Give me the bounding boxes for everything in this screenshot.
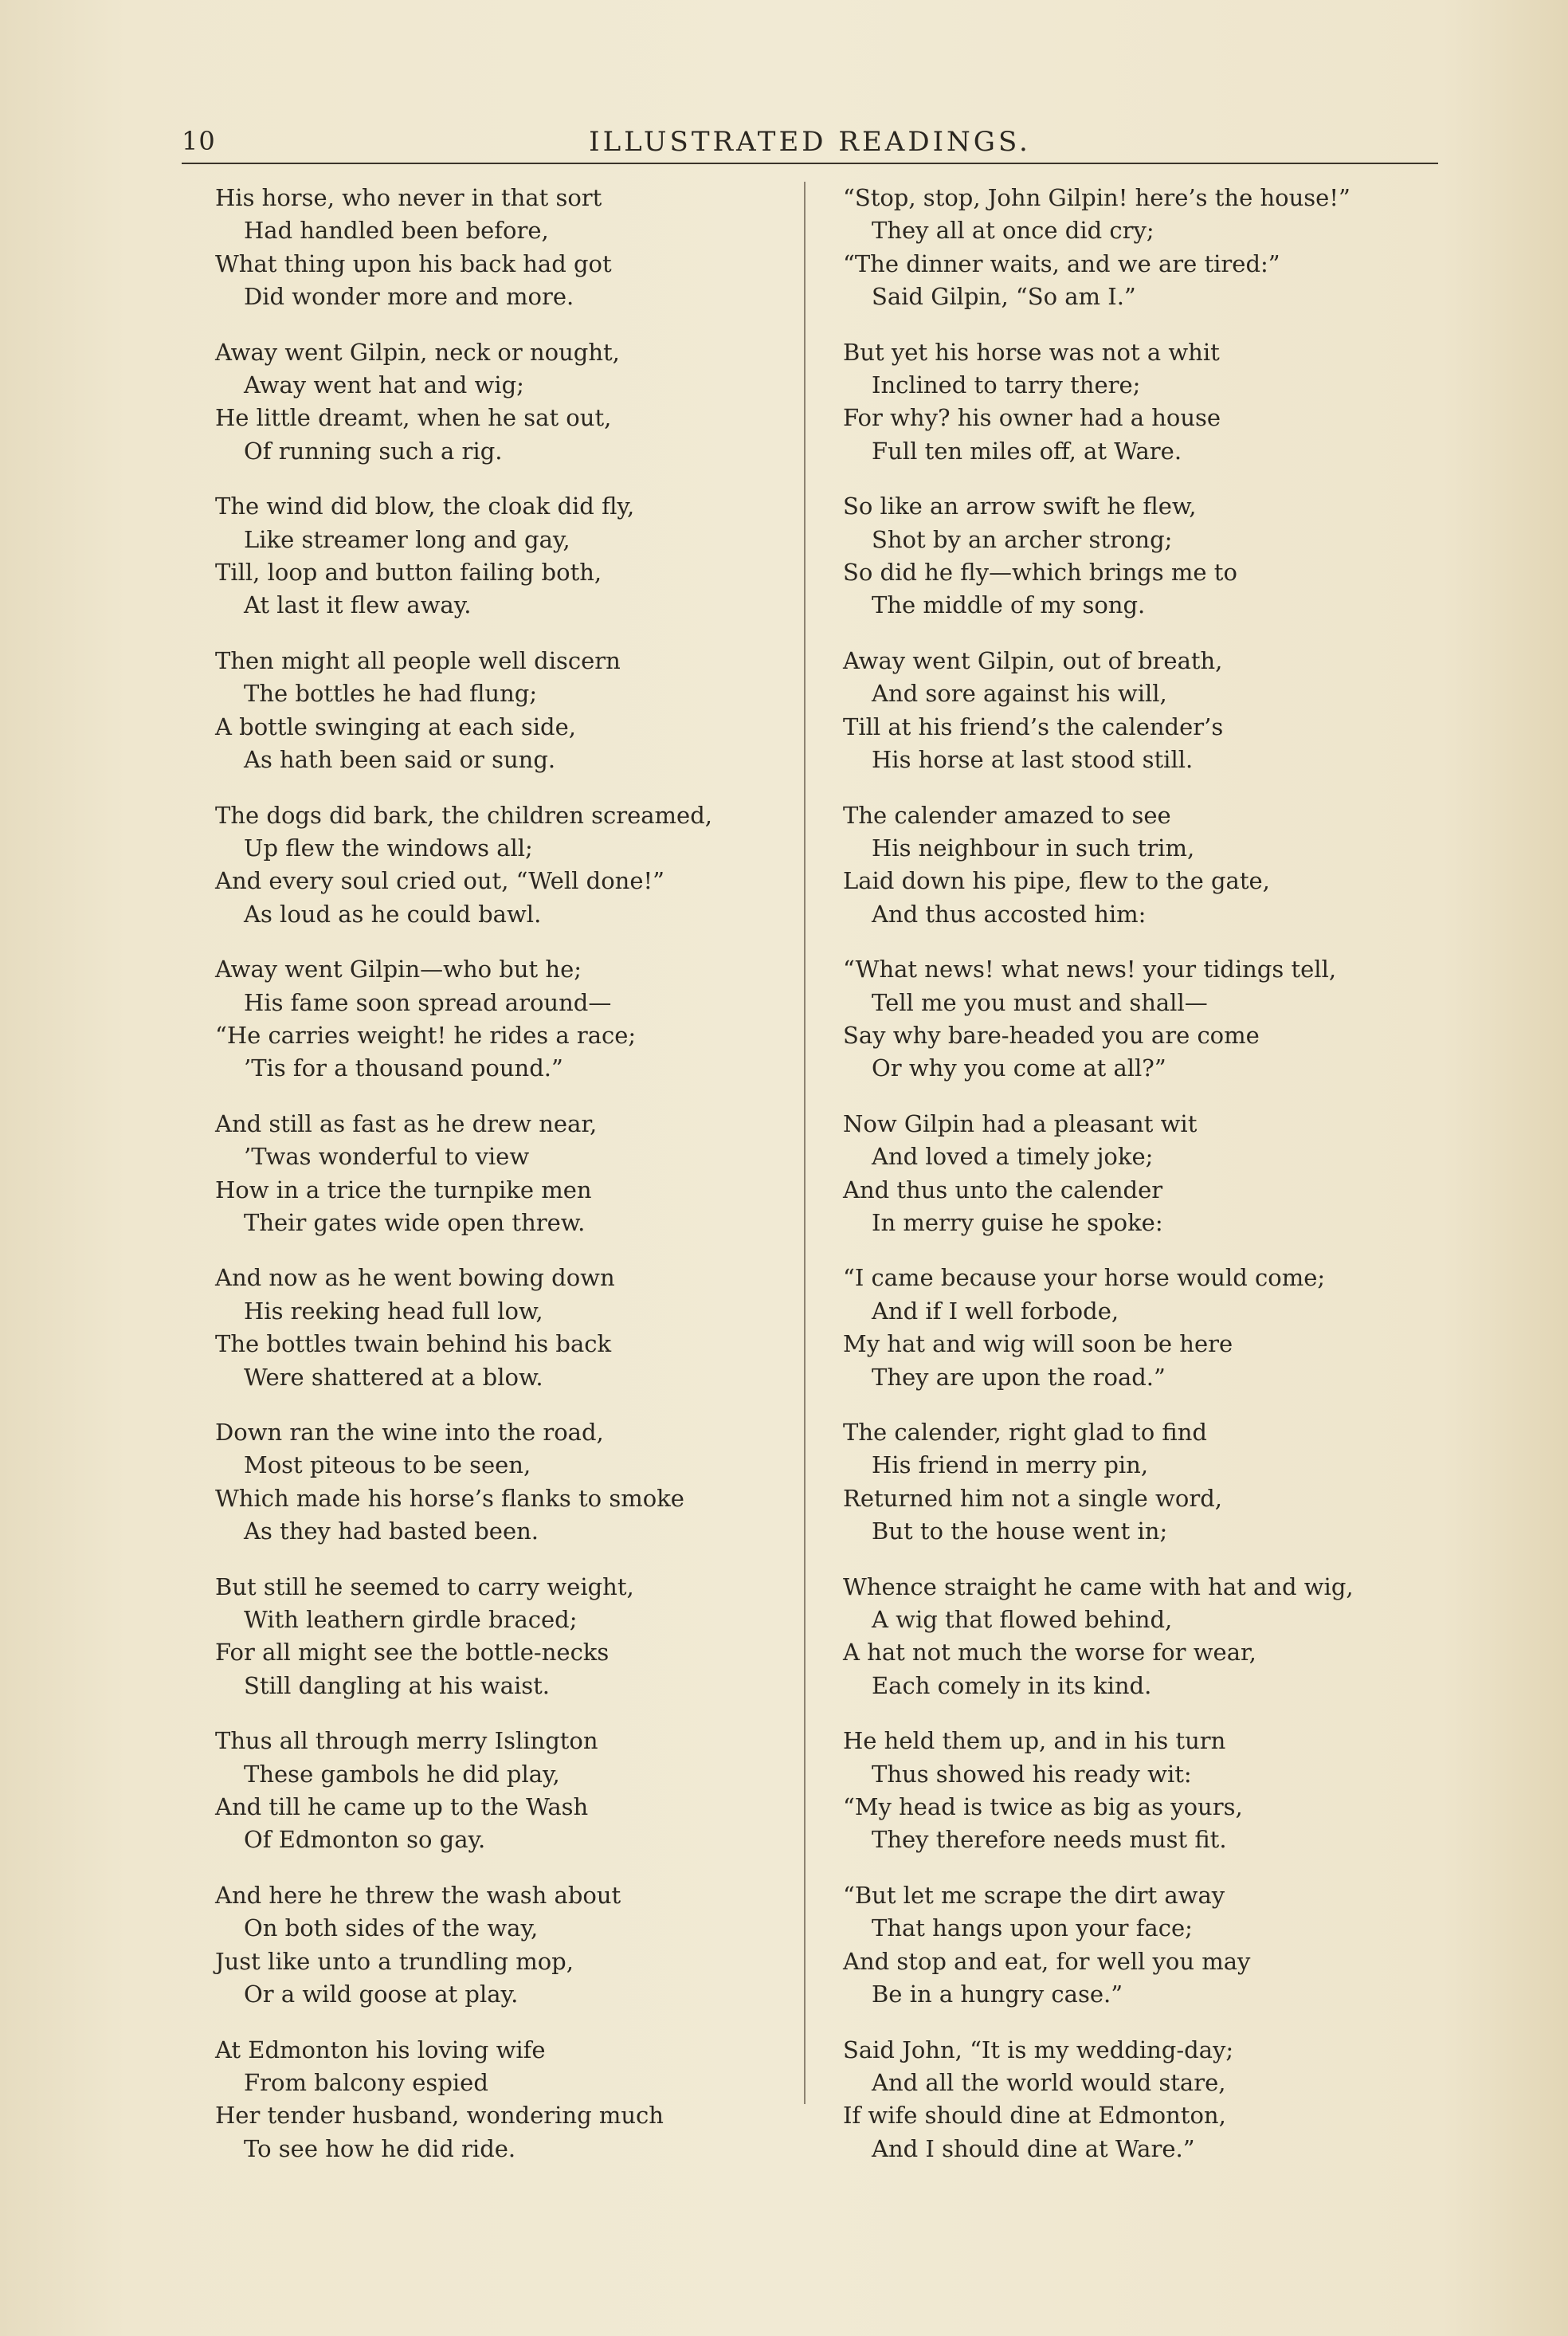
stanza [215, 645, 773, 777]
poem-line: Up flew the windows all; [244, 834, 533, 862]
stanza [843, 490, 1448, 622]
poem-line: Had handled been before, [244, 217, 549, 245]
poem-line: How in a trice the turnpike men [215, 1176, 592, 1203]
poem-line: At last it flew away. [244, 591, 472, 619]
poem-line: Each comely in its kind. [872, 1671, 1152, 1699]
poem-line: The calender amazed to see [843, 801, 1171, 829]
poem-line: “What news! what news! your tidings tell, [843, 956, 1337, 983]
poem-line: Said Gilpin, “So am I.” [872, 283, 1136, 311]
stanza [843, 1879, 1448, 2012]
poem-line: Of Edmonton so gay. [244, 1826, 486, 1854]
poem-line: And thus accosted him: [872, 900, 1147, 928]
poem-line: His horse, who never in that sort [215, 184, 602, 211]
poem-line: But yet his horse was not a whit [843, 338, 1220, 366]
stanza [215, 2034, 773, 2166]
poem-line: And till he came up to the Wash [215, 1793, 589, 1821]
poem-line: So like an arrow swift he flew, [843, 493, 1197, 520]
stanza [215, 182, 773, 314]
poem-line: Which made his horse’s flanks to smoke [215, 1484, 684, 1512]
poem-line: His reeking head full low, [244, 1297, 543, 1325]
poem-line: And if I well forbode, [872, 1297, 1119, 1325]
poem-line: Still dangling at his waist. [244, 1671, 551, 1699]
stanza [843, 182, 1448, 314]
poem-line: From balcony espied [244, 2068, 488, 2096]
poem-line: Or why you come at all?” [872, 1054, 1166, 1082]
poem-line: “He carries weight! he rides a race; [215, 1021, 637, 1049]
poem-line: And here he threw the wash about [215, 1881, 621, 1909]
poem-line: Say why bare-headed you are come [843, 1021, 1260, 1049]
poem-line: And stop and eat, for well you may [843, 1947, 1251, 1975]
poem-line: As they had basted been. [244, 1517, 539, 1545]
poem-line: Then might all people well discern [215, 646, 621, 674]
poem-line: The bottles he had flung; [244, 680, 538, 708]
poem-line: For why? his owner had a house [843, 404, 1221, 432]
poem-line: The calender, right glad to find [843, 1419, 1207, 1446]
poem-line: Just like unto a trundling mop, [215, 1947, 574, 1975]
poem-line: Said John, “It is my wedding-day; [843, 2036, 1234, 2063]
poem-line: Inclined to tarry there; [872, 371, 1141, 399]
poem-line: Till at his friend’s the calender’s [843, 713, 1224, 740]
header-rule [182, 163, 1438, 164]
poem-line: And sore against his will, [872, 680, 1167, 708]
stanza [843, 1416, 1448, 1549]
stanza [843, 1725, 1448, 1857]
right-column [843, 182, 1448, 2188]
stanza [215, 1108, 773, 1240]
stanza [215, 799, 773, 932]
poem-line: Be in a hungry case.” [872, 1981, 1123, 2008]
poem-line: Thus showed his ready wit: [872, 1760, 1192, 1788]
poem-line: Thus all through merry Islington [215, 1727, 598, 1755]
left-column [215, 182, 773, 2188]
poem-line: On both sides of the way, [244, 1914, 539, 1942]
column-divider [804, 182, 806, 2104]
poem-line: His horse at last stood still. [872, 746, 1194, 774]
poem-line: The wind did blow, the cloak did fly, [215, 493, 635, 520]
poem-line: They therefore needs must fit. [872, 1826, 1227, 1854]
stanza [215, 1571, 773, 1703]
poem-line: A hat not much the worse for wear, [843, 1639, 1256, 1667]
poem-line: He held them up, and in his turn [843, 1727, 1226, 1755]
poem-line: Shot by an archer strong; [872, 525, 1173, 553]
stanza [215, 490, 773, 622]
poem-line: Away went Gilpin, neck or nought, [215, 338, 620, 366]
poem-line: What thing upon his back had got [215, 249, 612, 277]
poem-line: “But let me scrape the dirt away [843, 1881, 1225, 1909]
poem-line: He little dreamt, when he sat out, [215, 404, 612, 432]
stanza [843, 953, 1448, 1086]
poem-line: As loud as he could bawl. [244, 900, 542, 928]
stanza [215, 1262, 773, 1394]
poem-line: To see how he did ride. [244, 2134, 516, 2162]
poem-line: Laid down his pipe, flew to the gate, [843, 867, 1270, 895]
poem-line: ’Tis for a thousand pound.” [244, 1054, 563, 1082]
poem-line: At Edmonton his loving wife [215, 2036, 546, 2063]
poem-line: Or a wild goose at play. [244, 1981, 519, 2008]
poem-line: The bottles twain behind his back [215, 1330, 612, 1358]
poem-line: These gambols he did play, [244, 1760, 560, 1788]
poem-line: Whence straight he came with hat and wig, [843, 1572, 1354, 1600]
poem-line: “Stop, stop, John Gilpin! here’s the house!” [843, 184, 1350, 211]
poem-line: So did he fly—which brings me to [843, 559, 1237, 587]
poem-line: Away went Gilpin, out of breath, [843, 646, 1223, 674]
stanza [215, 1879, 773, 2012]
running-title: ILLUSTRATED READINGS. [589, 126, 1031, 158]
stanza [843, 645, 1448, 777]
page-number: 10 [182, 126, 216, 156]
poem-line: The dogs did bark, the children screamed, [215, 801, 712, 829]
stanza [215, 953, 773, 1086]
poem-line: That hangs upon your face; [872, 1914, 1193, 1942]
page-header [182, 120, 1438, 164]
poem-line: Returned him not a single word, [843, 1484, 1222, 1512]
poem-line: Away went hat and wig; [244, 371, 524, 399]
poem-line: But to the house went in; [872, 1517, 1168, 1545]
poem-line: A bottle swinging at each side, [215, 713, 576, 740]
poem-line: With leathern girdle braced; [244, 1606, 578, 1634]
poem-line: And thus unto the calender [843, 1176, 1163, 1203]
poem-line: “My head is twice as big as yours, [843, 1793, 1243, 1821]
poem-line: And now as he went bowing down [215, 1264, 615, 1292]
poem-line: “The dinner waits, and we are tired:” [843, 249, 1280, 277]
poem-line: The middle of my song. [872, 591, 1146, 619]
poem-line: And all the world would stare, [872, 2068, 1226, 2096]
poem-line: Till, loop and button failing both, [215, 559, 602, 587]
stanza [215, 1416, 773, 1549]
poem-line: Most piteous to be seen, [244, 1451, 531, 1479]
stanza [843, 799, 1448, 932]
poem-line: Were shattered at a blow. [244, 1363, 543, 1391]
stanza [843, 1108, 1448, 1240]
poem-line: ’Twas wonderful to view [244, 1143, 530, 1171]
poem-line: Of running such a rig. [244, 437, 503, 465]
stanza [843, 1571, 1448, 1703]
poem-line: Tell me you must and shall— [872, 988, 1208, 1016]
poem-line: His fame soon spread around— [244, 988, 612, 1016]
poem-line: They are upon the road.” [872, 1363, 1166, 1391]
poem-line: They all at once did cry; [872, 217, 1154, 245]
poem-line: But still he seemed to carry weight, [215, 1572, 634, 1600]
poem-line: Her tender husband, wondering much [215, 2102, 664, 2130]
poem-line: And every soul cried out, “Well done!” [215, 867, 664, 895]
poem-line: And I should dine at Ware.” [872, 2134, 1195, 2162]
stanza [843, 2034, 1448, 2166]
poem-line: Away went Gilpin—who but he; [215, 956, 582, 983]
poem-line: And loved a timely joke; [872, 1143, 1154, 1171]
poem-line: And still as fast as he drew near, [215, 1109, 598, 1137]
stanza [843, 1262, 1448, 1394]
poem-line: Their gates wide open threw. [244, 1208, 586, 1236]
poem-line: Full ten miles off, at Ware. [872, 437, 1182, 465]
poem-line: His neighbour in such trim, [872, 834, 1195, 862]
stanza [215, 336, 773, 469]
poem-line: If wife should dine at Edmonton, [843, 2102, 1226, 2130]
poem-line: My hat and wig will soon be here [843, 1330, 1233, 1358]
poem-line: “I came because your horse would come; [843, 1264, 1326, 1292]
stanza [843, 336, 1448, 469]
poem-line: As hath been said or sung. [244, 746, 556, 774]
poem-line: Did wonder more and more. [244, 283, 574, 311]
poem-line: Down ran the wine into the road, [215, 1419, 604, 1446]
stanza [215, 1725, 773, 1857]
poem-line: His friend in merry pin, [872, 1451, 1149, 1479]
poem-line: Now Gilpin had a pleasant wit [843, 1109, 1198, 1137]
poem-line: For all might see the bottle-necks [215, 1639, 610, 1667]
poem-line: In merry guise he spoke: [872, 1208, 1163, 1236]
poem-line: A wig that flowed behind, [872, 1606, 1173, 1634]
poem-line: Like streamer long and gay, [244, 525, 570, 553]
